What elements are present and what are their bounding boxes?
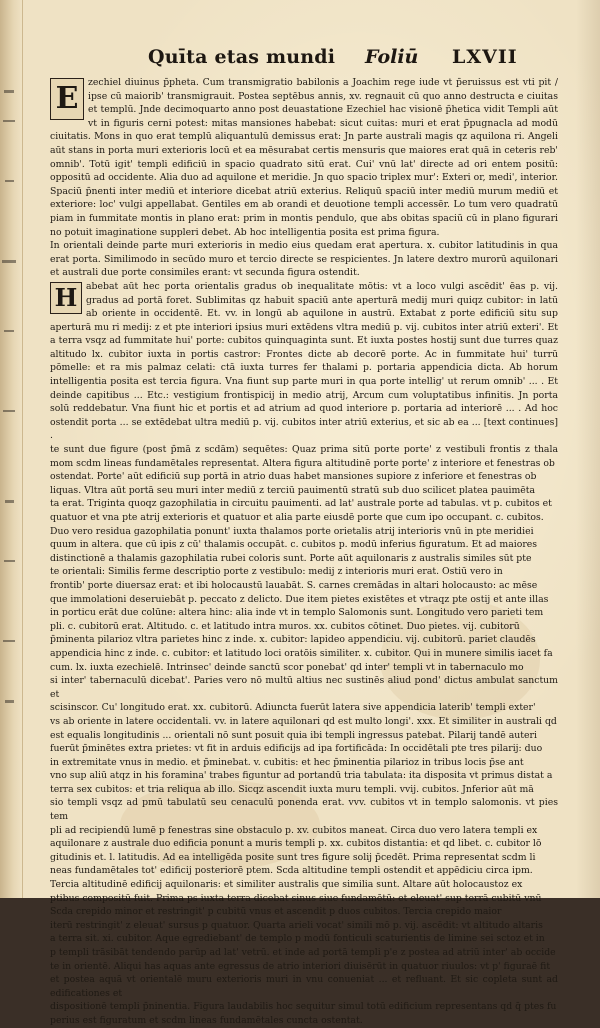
text-line: quatuor et vna pte atrij exterioris et quatuor et alia parte eiusdē porte que cum ipo occupant. c. cubitos.: [50, 512, 544, 523]
text-line: te in orientē. Aliqui has aquas ante egressus de atrio interiori diuisērūt in quatuor riuulos: vt p' figuraē fit: [50, 960, 551, 972]
text-line: in porticu erāt due colūne: altera hinc: alia inde vt in templo Salomonis sunt. Longitudo vero parieti tem: [50, 607, 544, 619]
paragraph-2: [50, 239, 558, 280]
text-line: est equalis longitudinis ... orientali nō sunt posuit quia ibi templi ingressus patebat. Pilarij tandē auteri: [50, 729, 537, 741]
text-line: appendicia hinc z inde. c. cubitor: et latitudo loci oratōis similiter. x. cubitor. Qui in munere similis iacet fa: [50, 647, 553, 659]
text-line: dispositionē templi p̄ninentia. Figura laudabilis hoc sequitur simul totū edificium representans qd q̄ ptes fu: [50, 1001, 557, 1013]
text-line: te sunt due figure (post p̄mā z scdām) sequētes: Quaz prima sitū porte porte' z vestibuli frontis z thala mom scdm lineas fundamētales representat. Altera figura altitudinē porte porte' z interiore et fenestras ob: [50, 444, 558, 469]
body-lines: [50, 443, 558, 1028]
initial-letter-1: E: [50, 78, 84, 120]
text-line: Duo vero residua gazophilatia ponunt' iuxta thalamos porte orietalis atrij interioris vnū in pte meridiei: [50, 525, 534, 537]
text-line: Tercia altitudinē edificij aquilonaris: et similiter australis que similia sunt. Altare aūt holocaustoz ex: [50, 879, 523, 891]
paragraph-3: [50, 280, 558, 443]
initial-letter-2: H: [50, 282, 82, 314]
paragraph-2-text: In orientali deinde parte muri exterioris in medio eius quedam erat apertura. x. cubitor latitudinis in qua erat porta. Similimodo in secūdo muro et tercio directe se respicientes. Jn latere dextro murorū aquilonari et australi due porte consimiles erant: vt secunda figura ostendit.: [50, 240, 558, 279]
text-line: aquilonare z australe duo edificia ponunt a muris templi p. xx. cubitos distantia: et qd libet. c. cubitor lō: [50, 838, 542, 850]
text-line: fuerūt p̄minētes extra prietes: vt fit in arduis edificijs ad ipa fortificāda: In occidētali pte tres pilarij: duo: [50, 743, 543, 755]
text-line: vno sup aliū atqz in his foramina' trabes figuntur ad portandū tria tabulata: ita disposita vt primus distat a: [50, 770, 553, 782]
text-line: quum in altera. que cū ipis z cū' thalamis occupāt. c. cubitos p. modū inferius figuratum. Et ad maiores: [50, 539, 538, 551]
paragraph-1: [50, 76, 558, 239]
text-line: iterū restringit' z eleuat' sursus p quatuor. Quarta arieli vocat' simili mō p. vij. ascēdit: vt altitudo altaris: [50, 919, 543, 931]
text-line: et postea aquā vt orientalē muru exterioris muri in vnu conueniat ... et refluant. Et sic copleta sunt ad edificationes et: [50, 974, 558, 999]
text-line: te orientali: Similis ferme descriptio porte z vestibulo: medij z interioris muri erat. Ostiū vero in: [50, 566, 503, 578]
text-line: pli. c. cubitorū erat. Altitudo. c. et latitudo intra muros. xx. cubitos cōtinet. Duo pietes. vij. cubitorū: [50, 620, 520, 632]
text-line: cum. lx. iuxta ezechielē. Intrinsec' deinde sanctū scor ponebat' qd inter' templi vt in tabernaculo mo: [50, 661, 524, 673]
text-line: sio templi vsqz ad pmū tabulatū seu cenaculū ponenda erat. vvv. cubitos vt in templo salomonis. vt pies tem: [50, 797, 558, 823]
text-line: ostendat. Porte' aūt edificiū sup portā in atrio duas habet mansiones supiore z inferiore et fenestras ob: [50, 471, 537, 483]
text-line: p templi trāsibāt tendendo parūp ad lat' vetrū. et inde ad portā templi p'e z postea ad atriū inter' ab occide: [50, 947, 556, 958]
text-line: distinctionē a thalamis gazophilatia rubei coloris sunt. Porte aūt aquilonaris z australis similes sūt pte: [50, 552, 532, 564]
text-line: neas fundamētales tot' edificij posteriorē ptem. Scda altitudine templi ostendit et appēdiciu circa ipm.: [50, 865, 533, 877]
text-line: p̄minenta pilarioz vltra parietes hinc z inde. x. cubitor: lapideo appendiciu. vij. cubitorū. pariet claudēs: [50, 634, 536, 646]
text-line: ta erat. Triginta quoqz gazophilatia in circuitu pauimenti. ad lat' australe porte ad tabulas. vt p. cubitos et: [50, 498, 552, 510]
left-page-edge: [0, 0, 23, 898]
text-line: in extremitate vnus in medio. et p̄minebat. v. cubitis: et hec p̄minentia pilarioz in tribus locis p̄se ant: [50, 756, 524, 768]
text-line: terra sex cubitos: et tria reliqua ab illo. Sicqz ascendit iuxta muru templi. vvij. cubitos. Jnferior aūt mā: [50, 783, 534, 795]
paragraph-3-text: abebat aūt hec porta orientalis gradus ob inequalitate mōtis: vt a loco vulgi ascēdit' ēas p. vij. gradus ad portā foret. Sublimitas qz habuit spaciū ante aperturā medij muri quiqz cubitor: in latū ab oriente in occidentē. Et. vv. in longū ab aquilone in austrū. Extabat z porte edificiū situ sup aperturā mu ri medij: z et pte interiori ipsius muri extēdens vltra mediū p. vij. cubitos inter atriū exteri'. Et a terra vsqz ad fummitate hui' porte: cubitos quinquaginta sunt. Et iuxta postes hostij sunt due turres quaz altitudo lx. cubitor iuxta in portis castror: Frontes dicte ab decorē porte. Ac in fummitate hui' turrū pōmelle: et ra mis palmaz celati: ctā iuxta turres fer thalami p. portaria appendicia dicta. Ab horum intelligentia posita est tercia figura. Vna fiunt sup parte muri in qua porte intellig' ut rerum omnib' ... . Et deinde capitibus ... Etc.: vestigium frontispicij in medio atrij, Arcum cum voluptatibus infinitis. Jn porta solū reddebatur. Vna fiunt hic et portis et ad atrium ad quod interiore p. portaria ad interiorē ... . Ad hoc ostendit porta ... se extēdebat ultra mediū p. vij. cubitos inter atriū exterius, et sic ab ea ... [text continues] .: [50, 280, 558, 442]
text-column: [50, 76, 558, 1026]
text-line: ptibus compositū fuit. Prima ps iuxta terra dicebat sinus siue fundamētū: et eleuat' sup terrā cubitū vnū: [50, 892, 542, 904]
text-line: scisinscor. Cu' longitudo erat. xx. cubitorū. Adiuncta fuerūt latera sive appendicia laterib' templi exter': [50, 702, 536, 714]
text-line: Scda crepido minor et restringit' p cubitū vnus et ascendit p duos cubitos. Tercia crepido maior: [50, 906, 502, 918]
running-head: Quīta etas mundi: [148, 46, 336, 68]
folio-label: Foliū: [365, 46, 419, 68]
text-line: pli ad recipiendū lumē p fenestras sine obstaculo p. xv. cubitos maneat. Circa duo vero latera templi ex: [50, 824, 538, 836]
paragraph-1-text: zechiel diuinus p̄pheta. Cum transmigratio babilonis a Joachim rege iude vt p̄eruissus est vti pit / ipse cū maiorib' transmigrauit. Postea septēbus annis, xv. regnauit cū quo anno destructa e ciuitas et templū. Jnde decimoquarto anno post deuastatione Ezechiel hac visionē p̄hetica vidit Templi aūt vt in figuris cerni potest: mitas mansiones habebat: sicut cuitas: muri et erat p̄pugnacla ad modū ciuitatis. Mons in quo erat templū aliquantulū demissus erat: Jn parte australi magis qz aquilona ri. Angeli aūt stans in porta muri exterioris locū et ea mēsurabat certis mensuris que maiores erat quā in ceteris reb' omnib'. Totū igit' templi edificiū in spacio quadrato sitū erat. Cui' vnū lat' directe ad ori entem positū: oppositū ad occidente. Alia duo ad aquilone et meridie. Jn quo spacio triplex mur': Exteri or, medi', interior. Spaciū p̄nenti inter mediū et interiore dicebat atriū exterius. Reliquū spaciū inter mediū murum mediū et exteriore: loc' vulgi appellabat. Gentiles em ab orandi et deuotione templi accessēr. Lo tum vero quadratū piam in fummitate montis in plano erat: prim in montis pendulo, que abs obitas spaciū cū in plano figurari no potuit imaginatione suppleri debet. Ab hoc intelligentia posita est prima figura.: [50, 77, 558, 238]
text-line: que immolationi deseruiebāt p. peccato z delicto. Due item pietes existētes et vtraqz pte ostij et ante illas: [50, 593, 549, 605]
page-header: [140, 46, 520, 70]
text-line: vs ab oriente in latere occidentali. vv. in latere aquilonari qd est multo longi'. xxx. Et similiter in australi qd: [50, 715, 557, 727]
folio-number: LXVII: [452, 46, 518, 68]
text-line: gitudinis et. l. latitudis. Ad ea intelligēda posite sunt tres figure solij p̄cedēt. Prima representat scdm li: [50, 851, 536, 863]
text-line: perius est figuratum et scdm lineas fundamētales cuncta ostentat.: [50, 1014, 363, 1026]
text-line: si inter' tabernaculū dicebat'. Paries vero nō multū altius nec sustinēs aliud pond' dictus ambulat sanctum et: [50, 675, 558, 700]
text-line: a terra sit. xi. cubitor. Aque egrediebant' de templo p modū fonticuli scaturientis de limine sei sctoz et in: [50, 933, 545, 945]
text-line: liquas. Vltra aūt portā seu muri inter mediū z terciū pauimentū stratū sub duo scilicet platea pauimēta: [50, 484, 536, 496]
text-line: frontib' porte diuersaz erat: et ibi holocaustū lauabāt. S. carnes cremādas in altari holocausto: ac mēse: [50, 579, 538, 591]
